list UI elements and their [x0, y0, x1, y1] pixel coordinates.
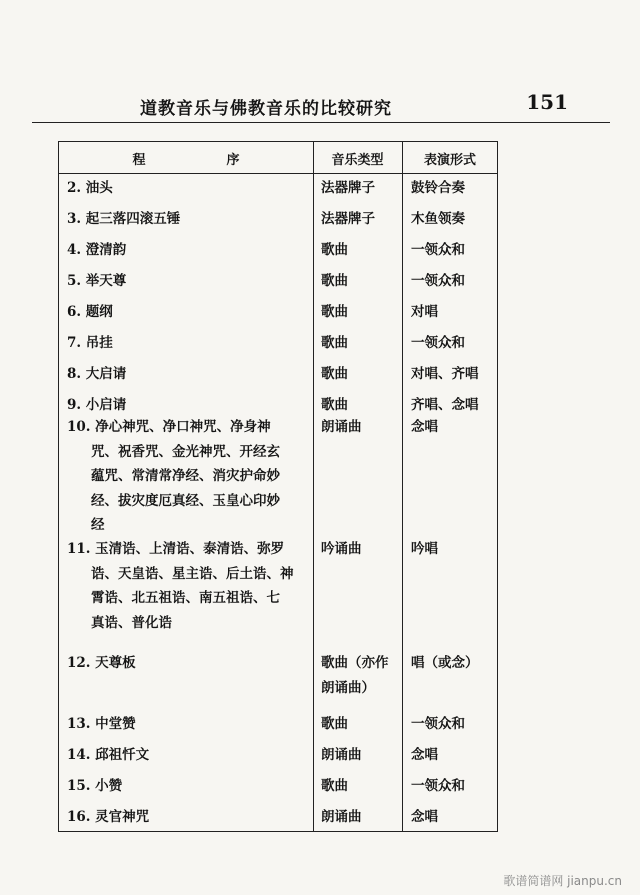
performance-form-cell: 吟唱 — [411, 541, 438, 557]
music-type-cell: 歌曲 — [321, 716, 348, 732]
performance-form-cell: 念唱 — [411, 747, 438, 763]
performance-form-cell: 一领众和 — [411, 273, 465, 289]
program-line: 7. 吊挂 — [67, 335, 113, 351]
program-cell — [67, 331, 303, 356]
performance-form-cell: 唱（或念） — [411, 655, 479, 671]
music-type-cell: 法器牌子 — [321, 180, 375, 196]
performance-form-cell: 一领众和 — [411, 778, 465, 794]
program-line: 5. 举天尊 — [67, 273, 127, 289]
program-cell — [67, 712, 303, 737]
program-line: 9. 小启请 — [67, 397, 127, 413]
program-line: 16. 灵官神咒 — [67, 809, 150, 825]
performance-form-cell: 一领众和 — [411, 716, 465, 732]
performance-form-cell: 一领众和 — [411, 335, 465, 351]
program-line: 14. 邱祖忏文 — [67, 747, 150, 763]
program-cell — [67, 393, 303, 418]
program-line: 2. 油头 — [67, 180, 113, 196]
program-cell — [67, 651, 303, 676]
program-line: 11. 玉清诰、上清诰、泰清诰、弥罗 — [67, 541, 285, 557]
program-line: 4. 澄清韵 — [67, 242, 127, 258]
program-cell — [67, 300, 303, 325]
music-type-cell: 法器牌子 — [321, 211, 375, 227]
music-type-cell: 歌曲（亦作朗诵曲） — [321, 655, 389, 696]
program-line: 霄诰、北五祖诰、南五祖诰、七 — [91, 590, 280, 606]
music-type-cell: 吟诵曲 — [321, 541, 362, 557]
program-cell — [67, 415, 303, 538]
music-type-cell: 歌曲 — [321, 778, 348, 794]
music-type-cell: 歌曲 — [321, 335, 348, 351]
column-header-music-type: 音乐类型 — [331, 153, 384, 168]
music-type-cell: 朗诵曲 — [321, 419, 362, 435]
program-cell — [67, 743, 303, 768]
program-line: 3. 起三落四滚五锤 — [67, 211, 181, 227]
program-table — [58, 141, 498, 832]
performance-form-cell: 念唱 — [411, 809, 438, 825]
music-type-cell: 朗诵曲 — [321, 747, 362, 763]
performance-form-cell: 对唱 — [411, 304, 438, 320]
program-cell — [67, 269, 303, 294]
header-divider — [59, 173, 497, 174]
music-type-cell: 朗诵曲 — [321, 809, 362, 825]
running-header — [32, 86, 610, 123]
program-line: 8. 大启请 — [67, 366, 127, 382]
program-cell — [67, 362, 303, 387]
music-type-cell: 歌曲 — [321, 397, 348, 413]
music-type-cell: 歌曲 — [321, 273, 348, 289]
program-line: 13. 中堂赞 — [67, 716, 136, 732]
page-number: 151 — [526, 90, 568, 114]
program-line: 蕴咒、常清常净经、消灾护命妙 — [91, 468, 280, 484]
program-line: 10. 净心神咒、净口神咒、净身神 — [67, 419, 271, 435]
music-type-cell: 歌曲 — [321, 242, 348, 258]
program-line: 经、拔灾度厄真经、玉皇心印妙 — [91, 492, 280, 509]
program-line: 咒、祝香咒、金光神咒、开经玄 — [91, 443, 280, 460]
program-line: 经 — [91, 517, 105, 533]
column-divider — [402, 142, 403, 831]
performance-form-cell: 对唱、齐唱 — [411, 366, 479, 382]
column-divider — [313, 142, 314, 831]
music-type-cell: 歌曲 — [321, 366, 348, 382]
site-watermark: 歌谱简谱网 jianpu.cn — [503, 874, 622, 888]
program-line: 12. 天尊板 — [67, 655, 136, 671]
running-title: 道教音乐与佛教音乐的比较研究 — [140, 99, 392, 119]
program-line: 诰、天皇诰、星主诰、后土诰、神 — [91, 565, 294, 582]
column-header-program: 程 序 — [132, 153, 274, 168]
music-type-cell: 歌曲 — [321, 304, 348, 320]
performance-form-cell: 齐唱、念唱 — [411, 397, 479, 413]
performance-form-cell: 木鱼领奏 — [411, 211, 465, 227]
program-cell — [67, 176, 303, 201]
program-line: 15. 小赞 — [67, 778, 123, 794]
performance-form-cell: 一领众和 — [411, 242, 465, 258]
program-cell — [67, 238, 303, 263]
program-line: 真诰、普化诰 — [91, 614, 172, 631]
program-cell — [67, 207, 303, 232]
program-cell — [67, 537, 303, 635]
column-header-performance-form: 表演形式 — [423, 153, 476, 168]
program-cell — [67, 805, 303, 830]
program-cell — [67, 774, 303, 799]
program-line: 6. 题纲 — [67, 304, 113, 320]
performance-form-cell: 念唱 — [411, 419, 438, 435]
performance-form-cell: 鼓铃合奏 — [411, 180, 465, 196]
